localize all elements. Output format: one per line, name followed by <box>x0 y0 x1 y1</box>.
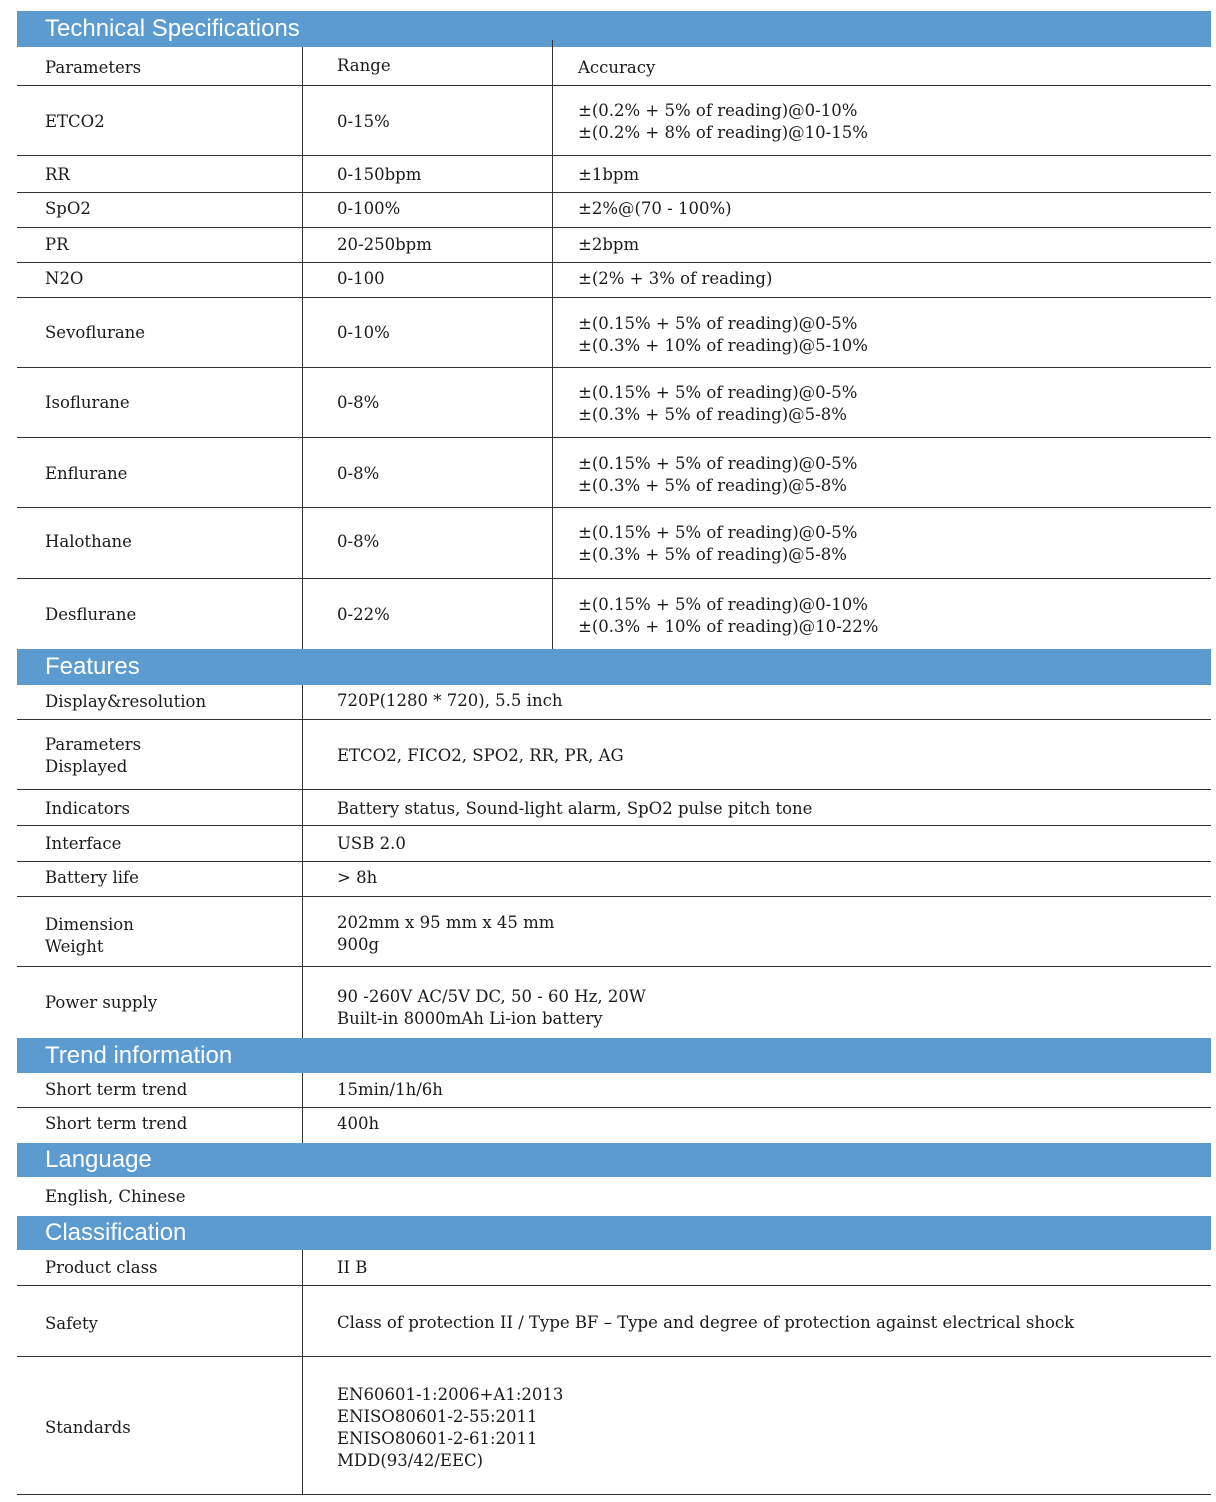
trend-information-heading: Trend information <box>17 1038 1211 1073</box>
spec-parameter: N2O <box>45 269 84 288</box>
row-divider <box>17 297 1211 298</box>
trend-label: Short term trend <box>45 1080 188 1099</box>
spec-accuracy: ±(0.3% + 10% of reading)@10-22% <box>578 617 879 636</box>
feature-label: Parameters <box>45 735 142 754</box>
row-divider <box>17 861 1211 862</box>
feature-label: Display&resolution <box>45 692 207 711</box>
spec-range: 0-8% <box>337 532 380 551</box>
spec-parameter: Desflurane <box>45 605 137 624</box>
spec-accuracy: ±(0.15% + 5% of reading)@0-5% <box>578 383 858 402</box>
feature-label: Dimension <box>45 915 134 934</box>
column-header-range: Range <box>337 56 391 75</box>
spec-range: 0-22% <box>337 605 390 624</box>
row-divider <box>17 789 1211 790</box>
spec-range: 0-10% <box>337 323 390 342</box>
row-divider <box>17 507 1211 508</box>
feature-value: 90 -260V AC/5V DC, 50 - 60 Hz, 20W <box>337 987 646 1006</box>
feature-value: Built-in 8000mAh Li-ion battery <box>337 1009 603 1028</box>
feature-label: Power supply <box>45 993 158 1012</box>
column-divider <box>302 1073 303 1143</box>
classification-heading: Classification <box>17 1216 1211 1250</box>
row-divider <box>17 578 1211 579</box>
row-divider <box>17 896 1211 897</box>
spec-parameter: RR <box>45 165 70 184</box>
feature-value: Battery status, Sound-light alarm, SpO2 pulse pitch tone <box>337 799 813 818</box>
trend-label: Short term trend <box>45 1114 188 1133</box>
row-divider <box>17 825 1211 826</box>
feature-label: Battery life <box>45 868 139 887</box>
feature-value: USB 2.0 <box>337 834 406 853</box>
spec-range: 0-8% <box>337 393 380 412</box>
spec-parameter: Enflurane <box>45 464 128 483</box>
column-divider <box>302 1250 303 1494</box>
classification-value: Class of protection II / Type BF – Type and degree of protection against electrical shock <box>337 1313 1075 1332</box>
spec-accuracy: ±(0.15% + 5% of reading)@0-5% <box>578 454 858 473</box>
spec-accuracy: ±(0.2% + 5% of reading)@0-10% <box>578 101 858 120</box>
row-divider <box>17 1107 1211 1108</box>
feature-value: 720P(1280 * 720), 5.5 inch <box>337 691 563 710</box>
spec-parameter: Sevoflurane <box>45 323 146 342</box>
standards-value: ENISO80601-2-55:2011 <box>337 1407 538 1426</box>
feature-label: Interface <box>45 834 122 853</box>
standards-value: MDD(93/42/EEC) <box>337 1451 484 1470</box>
spec-accuracy: ±(0.15% + 5% of reading)@0-10% <box>578 595 868 614</box>
technical-specifications-heading: Technical Specifications <box>17 11 1211 47</box>
row-divider <box>17 262 1211 263</box>
column-divider <box>302 47 303 649</box>
column-header-parameters: Parameters <box>45 58 142 77</box>
spec-accuracy: ±(0.3% + 5% of reading)@5-8% <box>578 476 847 495</box>
spec-range: 0-100% <box>337 199 401 218</box>
spec-range: 20-250bpm <box>337 235 432 254</box>
spec-parameter: ETCO2 <box>45 112 105 131</box>
row-divider <box>17 966 1211 967</box>
spec-range: 0-8% <box>337 464 380 483</box>
column-divider <box>552 40 553 649</box>
feature-value: > 8h <box>337 868 378 887</box>
trend-value: 400h <box>337 1114 380 1133</box>
language-heading: Language <box>17 1143 1211 1177</box>
spec-range: 0-15% <box>337 112 390 131</box>
spec-accuracy: ±2%@(70 - 100%) <box>578 199 732 218</box>
features-heading: Features <box>17 649 1211 685</box>
spec-accuracy: ±(0.3% + 5% of reading)@5-8% <box>578 545 847 564</box>
spec-accuracy: ±(0.15% + 5% of reading)@0-5% <box>578 523 858 542</box>
spec-parameter: Halothane <box>45 532 132 551</box>
classification-value: II B <box>337 1258 368 1277</box>
spec-parameter: PR <box>45 235 69 254</box>
spec-parameter: Isoflurane <box>45 393 130 412</box>
feature-label: Weight <box>45 937 104 956</box>
row-divider <box>17 1356 1211 1357</box>
spec-accuracy: ±(0.15% + 5% of reading)@0-5% <box>578 314 858 333</box>
row-divider <box>17 192 1211 193</box>
classification-label: Product class <box>45 1258 158 1277</box>
feature-label: Indicators <box>45 799 130 818</box>
spec-range: 0-150bpm <box>337 165 422 184</box>
spec-accuracy: ±(0.3% + 10% of reading)@5-10% <box>578 336 868 355</box>
standards-value: EN60601-1:2006+A1:2013 <box>337 1385 564 1404</box>
classification-label: Standards <box>45 1418 131 1437</box>
spec-accuracy: ±(0.2% + 8% of reading)@10-15% <box>578 123 868 142</box>
feature-label: Displayed <box>45 757 128 776</box>
row-divider <box>17 85 1211 86</box>
spec-accuracy: ±2bpm <box>578 235 640 254</box>
feature-value: 900g <box>337 935 380 954</box>
row-divider <box>17 437 1211 438</box>
spec-parameter: SpO2 <box>45 199 91 218</box>
row-divider <box>17 1285 1211 1286</box>
feature-value: 202mm x 95 mm x 45 mm <box>337 913 555 932</box>
feature-value: ETCO2, FICO2, SPO2, RR, PR, AG <box>337 746 624 765</box>
spec-accuracy: ±1bpm <box>578 165 640 184</box>
spec-accuracy: ±(2% + 3% of reading) <box>578 269 773 288</box>
trend-value: 15min/1h/6h <box>337 1080 443 1099</box>
row-divider <box>17 367 1211 368</box>
row-divider <box>17 155 1211 156</box>
spec-accuracy: ±(0.3% + 5% of reading)@5-8% <box>578 405 847 424</box>
row-divider <box>17 719 1211 720</box>
row-divider <box>17 1494 1211 1495</box>
column-header-accuracy: Accuracy <box>578 58 656 77</box>
standards-value: ENISO80601-2-61:2011 <box>337 1429 538 1448</box>
classification-label: Safety <box>45 1314 98 1333</box>
spec-range: 0-100 <box>337 269 385 288</box>
language-value: English, Chinese <box>45 1187 186 1206</box>
row-divider <box>17 227 1211 228</box>
